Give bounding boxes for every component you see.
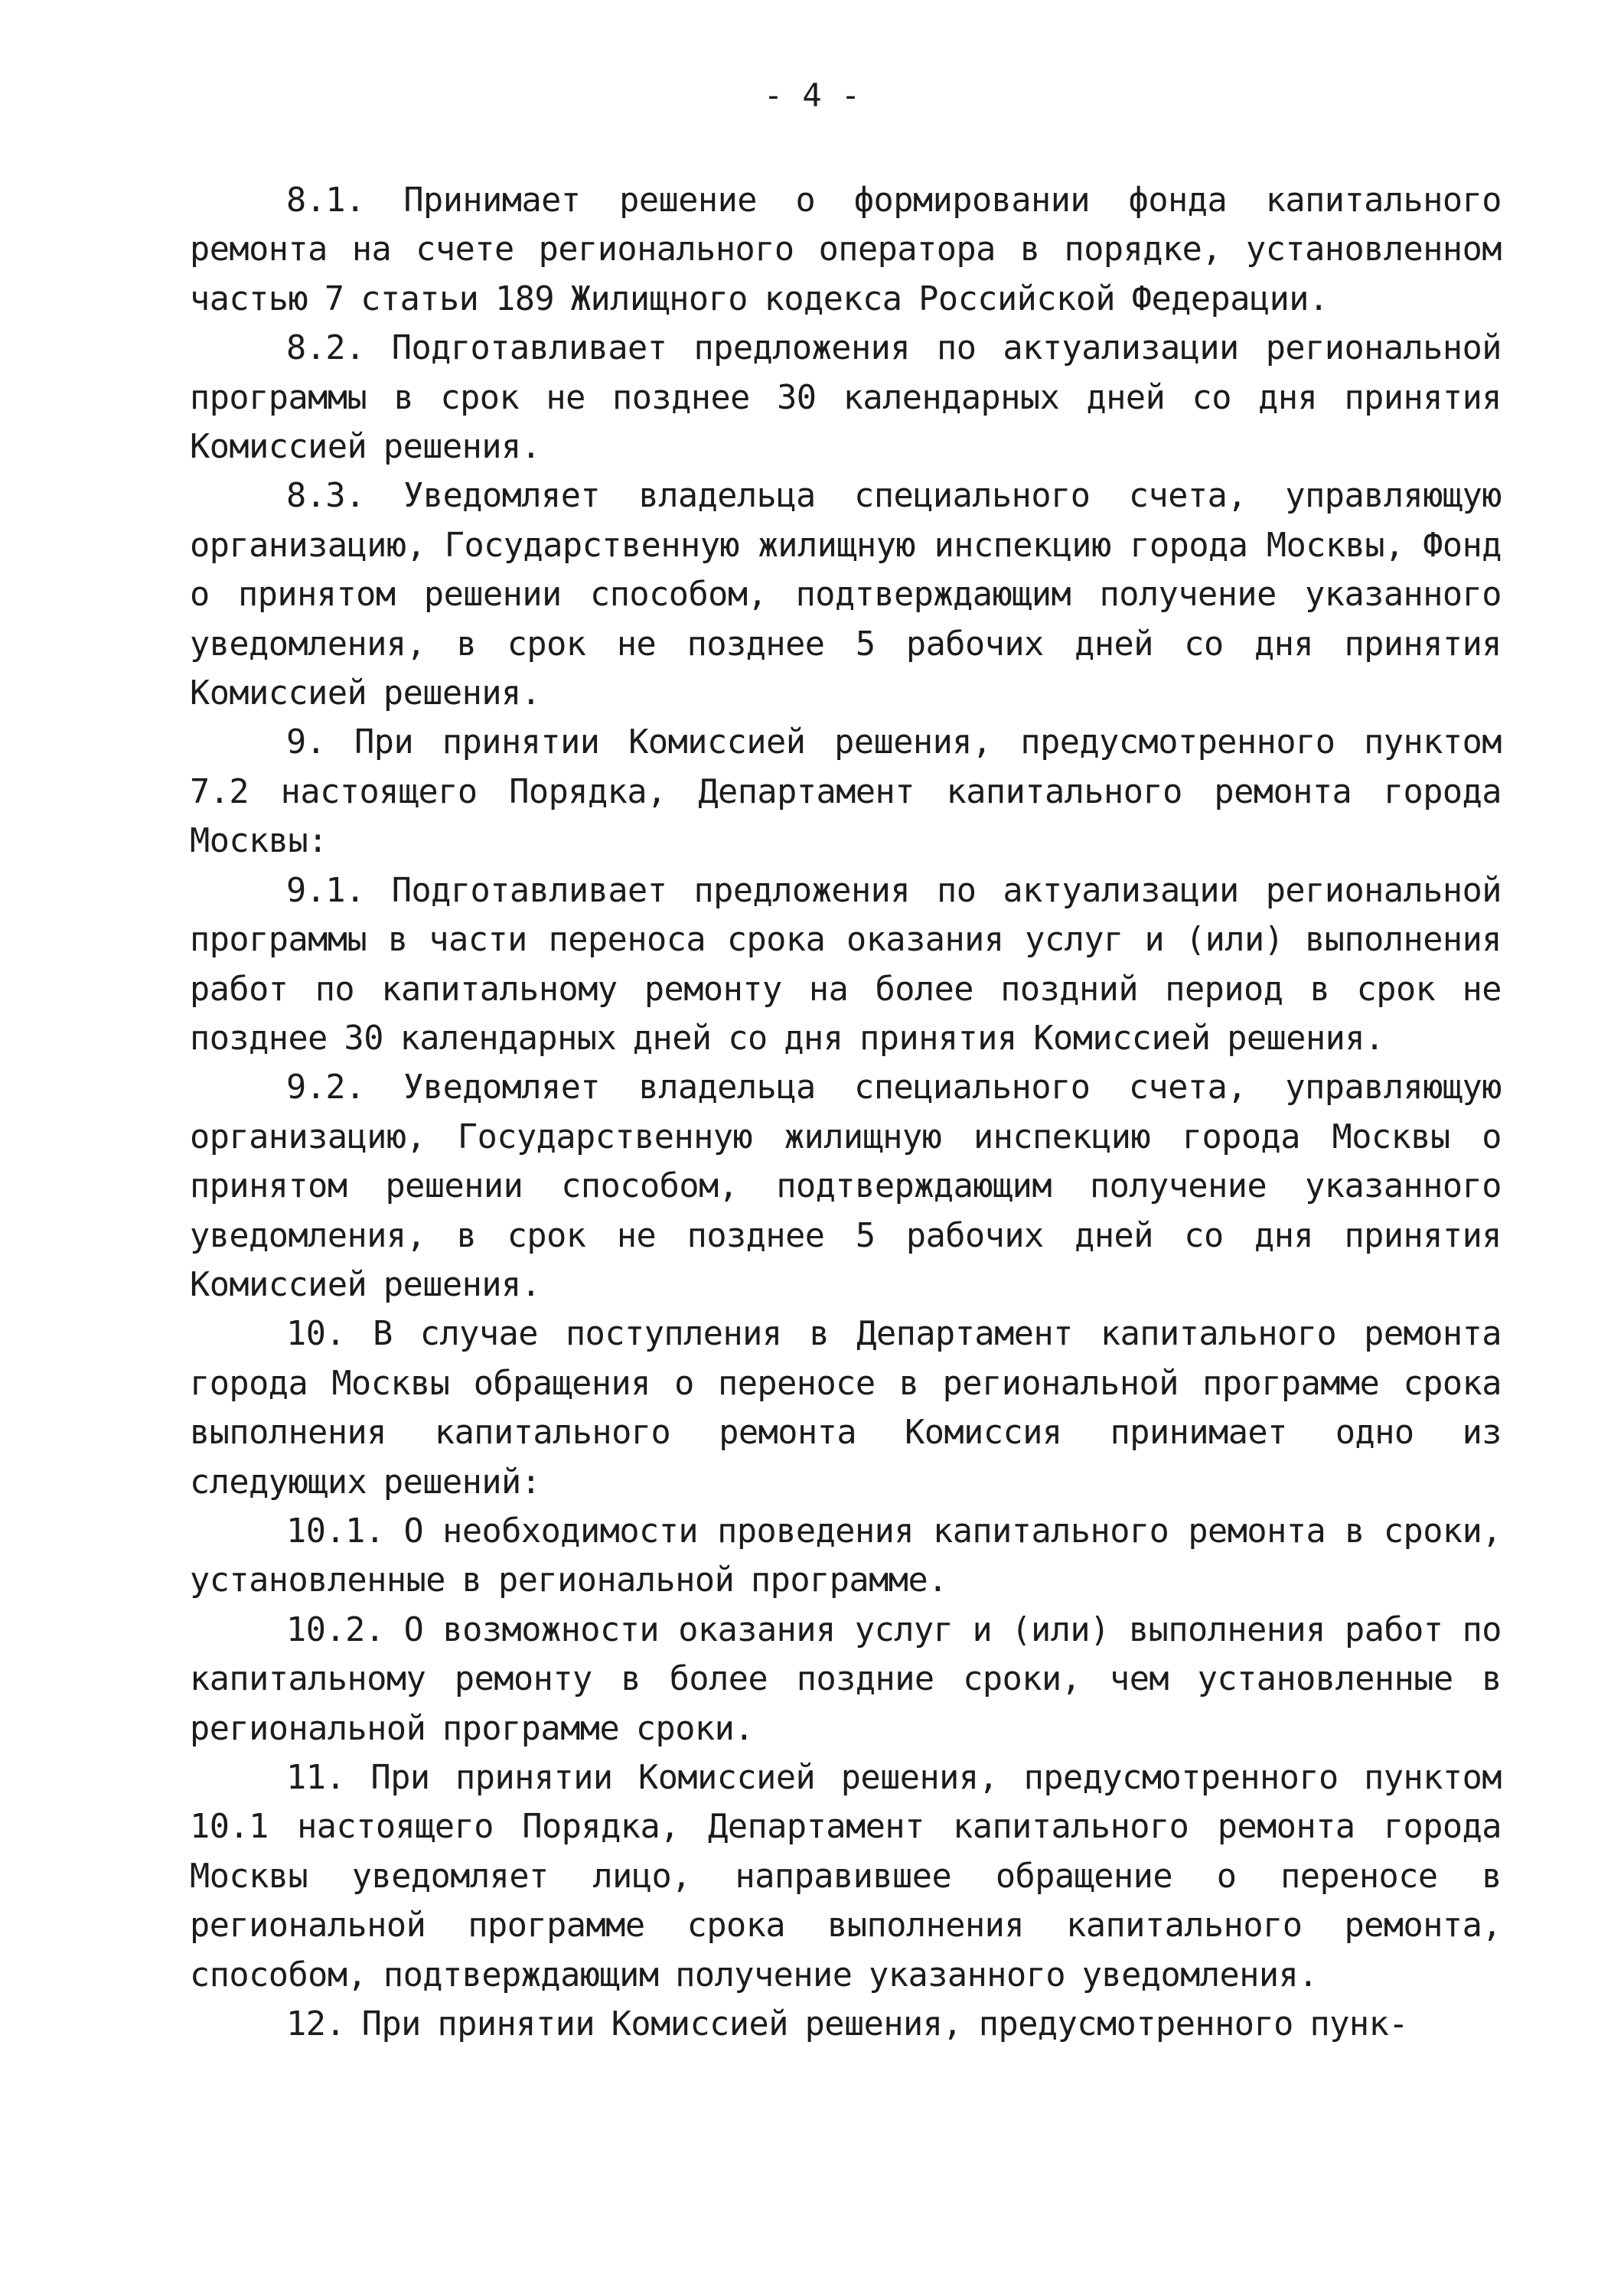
paragraph-10-2: 10.2. О возможности оказания услуг и (или) выполнения работ по капитальному ремонту в более поздние сроки, чем установленные в региональной программе сроки. [190,1610,1502,1748]
page-number: - 4 - [763,77,861,114]
paragraph-8-2: 8.2. Подготавливает предложения по актуализации региональной программы в срок не позднее 30 календарных дней со дня принятия Комиссией решения. [190,329,1502,467]
paragraph-9-2: 9.2. Уведомляет владельца специального счета, управляющую организацию, Государственную жилищную инспекцию города Москвы о принятом решении способом, подтверждающим получение указанного уведомления, в срок не позднее 5 рабочих дней со дня принятия Комиссией решения. [190,1068,1502,1304]
document-body [190,176,1502,2049]
paragraph-10: 10. В случае поступления в Департамент капитального ремонта города Москвы обращения о переносе в региональной программе срока выполнения капитального ремонта Комиссия принимает одно из следующих решений: [190,1315,1502,1502]
paragraph-8-3: 8.3. Уведомляет владельца специального счета, управляющую организацию, Государственную жилищную инспекцию города Москвы, Фонд о принятом решении способом, подтверждающим получение указанного уведомления, в срок не позднее 5 рабочих дней со дня принятия Комиссией решения. [190,477,1502,713]
paragraph-9: 9. При принятии Комиссией решения, предусмотренного пунктом 7.2 настоящего Порядка, Департамент капитального ремонта города Москвы: [190,723,1502,861]
paragraph-11: 11. При принятии Комиссией решения, предусмотренного пунктом 10.1 настоящего Порядка, Департамент капитального ремонта города Москвы уведомляет лицо, направившее обращение о переносе в региональной программе срока выполнения капитального ремонта, способом, подтверждающим получение указанного уведомления. [190,1759,1502,1994]
paragraph-10-1: 10.1. О необходимости проведения капитального ремонта в сроки, установленные в региональной программе. [190,1512,1502,1600]
paragraph-8-1: 8.1. Принимает решение о формировании фонда капитального ремонта на счете регионального оператора в порядке, установленном частью 7 статьи 189 Жилищного кодекса Российской Федерации. [190,181,1502,318]
paragraph-9-1: 9.1. Подготавливает предложения по актуализации региональной программы в части переноса срока оказания услуг и (или) выполнения работ по капитальному ремонту на более поздний период в срок не позднее 30 календарных дней со дня принятия Комиссией решения. [190,871,1502,1058]
paragraph-12: 12. При принятии Комиссией решения, предусмотренного пунк- [286,2005,1408,2044]
